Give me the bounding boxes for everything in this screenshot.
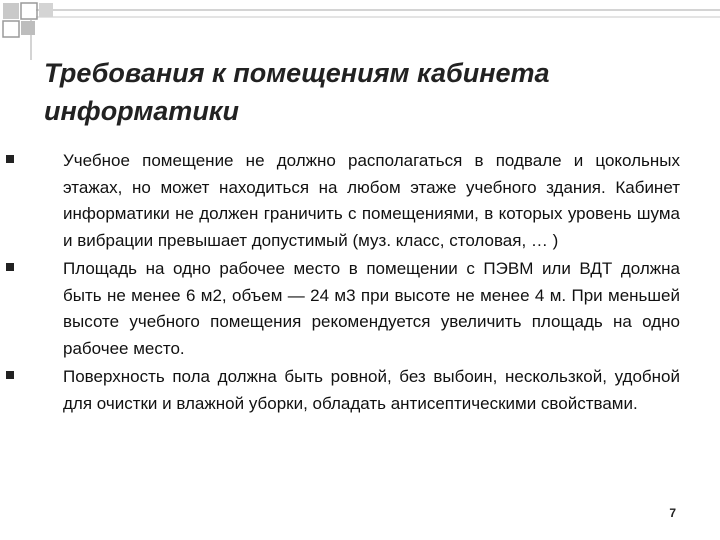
list-item [0,148,720,254]
decorative-header-squares [0,0,720,60]
decor-square-2 [21,3,37,19]
decor-square-4 [3,21,19,37]
decor-square-3 [39,3,53,17]
page-number: 7 [669,506,676,520]
square-bullet-icon [6,263,14,271]
list-item [0,364,720,417]
bullet-list [0,148,720,419]
bullet-text: Поверхность пола должна быть ровной, без выбоин, нескользкой, удобной для очистки и влажной уборки, обладать антисептическими свойствами. [63,367,680,413]
list-item [0,256,720,362]
slide-title: Требования к помещениям кабинета информатики [44,58,550,126]
square-bullet-icon [6,371,14,379]
bullet-text: Учебное помещение не должно располагаться в подвале и цокольных этажах, но может находиться на любом этаже учебного здания. Кабинет информатики не должен граничить с помещениями, в которых уровень шума и вибрации превышает допустимый (муз. класс, столовая, … ) [63,151,680,250]
square-bullet-icon [6,155,14,163]
decor-square-1 [3,3,19,19]
bullet-text: Площадь на одно рабочее место в помещении с ПЭВМ или ВДТ должна быть не менее 6 м2, объем — 24 м3 при высоте не менее 4 м. При меньшей высоте учебного помещения рекомендуется увеличить площадь на одно рабочее место. [63,259,680,358]
decor-square-5 [21,21,35,35]
